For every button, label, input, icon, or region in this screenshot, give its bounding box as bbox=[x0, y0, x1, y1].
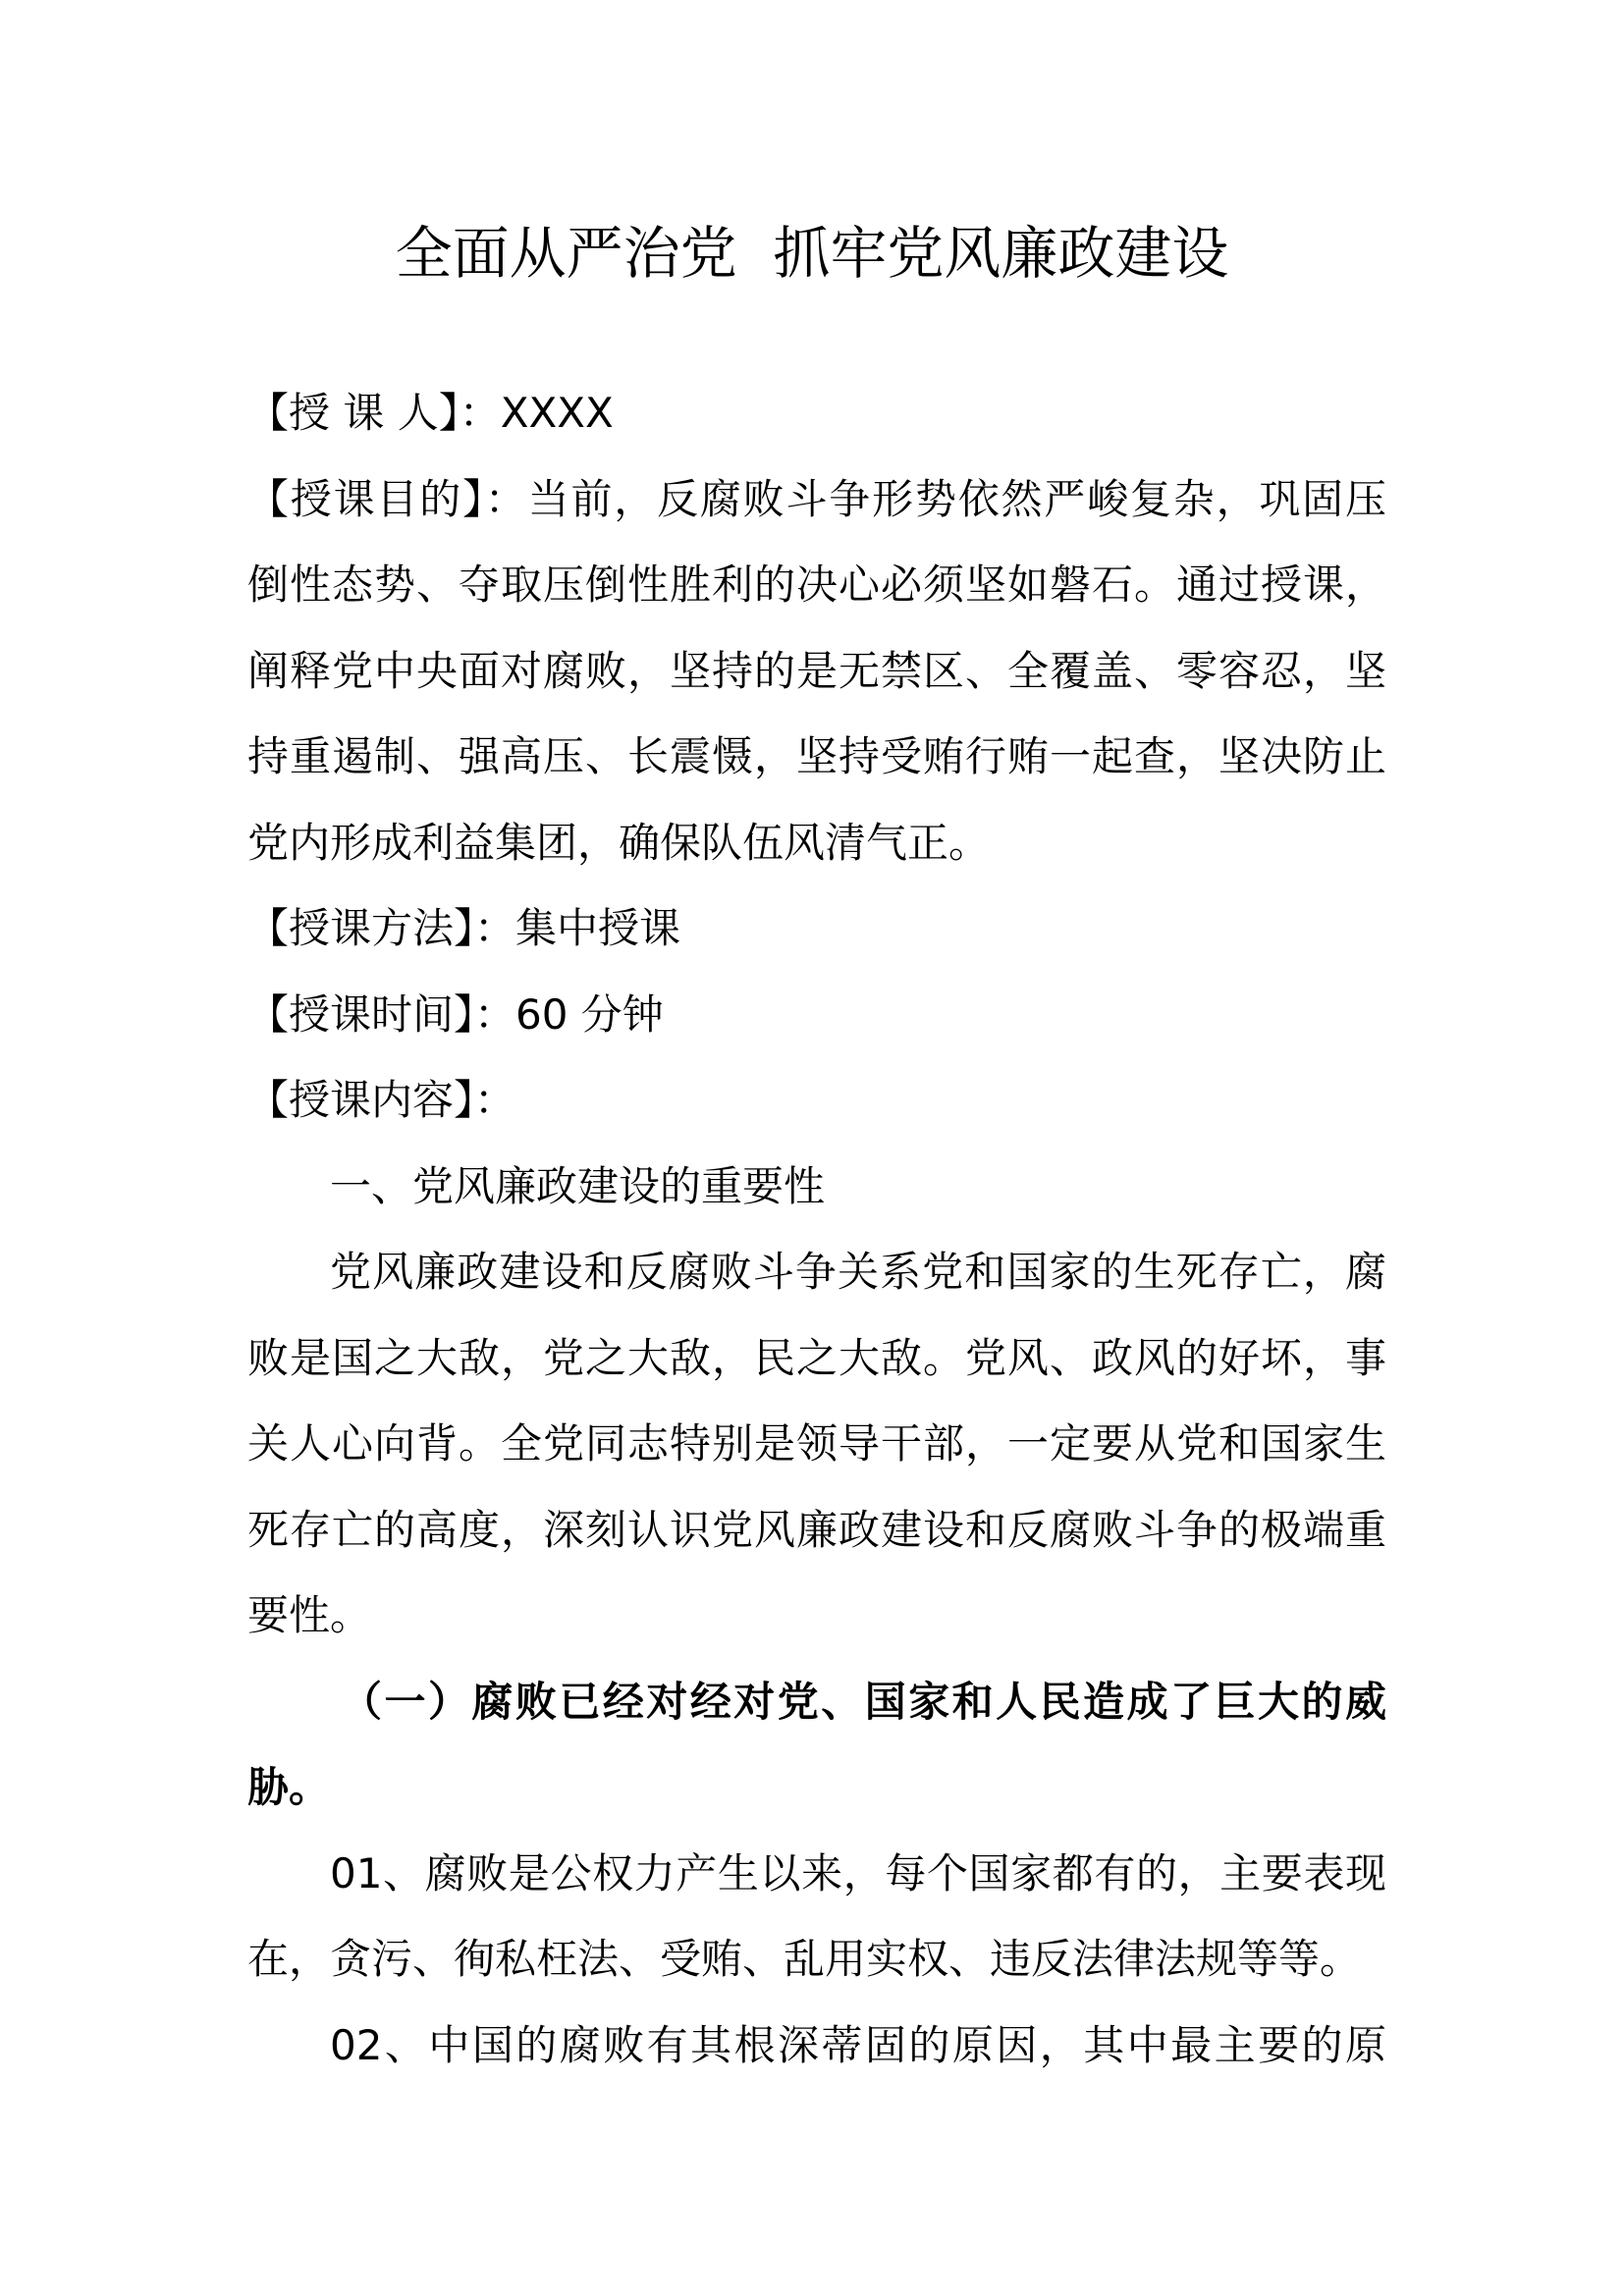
text-line: 死存亡的高度，深刻认识党风廉政建设和反腐败斗争的极端重 bbox=[247, 1505, 1386, 1554]
text-line: 02、中国的腐败有其根深蒂固的原因，其中最主要的原 bbox=[330, 2020, 1386, 2069]
document-title: 全面从严治党 抓牢党风廉政建设 bbox=[395, 220, 1229, 287]
method-line: 【授课方法】：集中授课 bbox=[247, 904, 681, 952]
section-paragraph bbox=[247, 1229, 1386, 1659]
duration-line: 【授课时间】：60 分钟 bbox=[247, 989, 664, 1039]
text-line: 在，贪污、徇私枉法、受贿、乱用实权、违反法律法规等等。 bbox=[247, 1935, 1362, 1983]
point-02-paragraph bbox=[247, 2002, 1386, 2089]
text-line: 【授课目的】：当前，反腐败斗争形势依然严峻复杂，巩固压 bbox=[247, 474, 1386, 523]
point-01-paragraph bbox=[247, 1831, 1386, 2002]
text-line: （一）腐败已经对经对党、国家和人民造成了巨大的威 bbox=[341, 1677, 1386, 1726]
text-line: 胁。 bbox=[247, 1763, 331, 1811]
text-line: 要性。 bbox=[247, 1591, 372, 1639]
text-line: 党风廉政建设和反腐败斗争关系党和国家的生死存亡，腐 bbox=[330, 1248, 1386, 1296]
text-line: 持重遏制、强高压、长震慑，坚持受贿行贿一起查，坚决防止 bbox=[247, 732, 1386, 780]
section-heading: 一、党风廉政建设的重要性 bbox=[330, 1161, 826, 1210]
subheading bbox=[247, 1659, 1386, 1831]
purpose-paragraph bbox=[247, 456, 1386, 886]
document-body bbox=[247, 370, 1386, 2088]
content-label: 【授课内容】： bbox=[247, 1076, 516, 1124]
text-line: 党内形成利益集团，确保队伍风清气正。 bbox=[247, 818, 991, 867]
text-line: 阐释党中央面对腐败，坚持的是无禁区、全覆盖、零容忍，坚 bbox=[247, 646, 1386, 695]
text-line: 败是国之大敌，党之大敌，民之大敌。党风、政风的好坏，事 bbox=[247, 1333, 1386, 1382]
text-line: 倒性态势、夺取压倒性胜利的决心必须坚如磐石。通过授课， bbox=[247, 561, 1386, 609]
lecturer-line: 【授 课 人】：XXXX bbox=[247, 389, 614, 437]
text-line: 关人心向背。全党同志特别是领导干部，一定要从党和国家生 bbox=[247, 1419, 1386, 1468]
text-line: 01、腐败是公权力产生以来，每个国家都有的，主要表现 bbox=[330, 1848, 1386, 1897]
